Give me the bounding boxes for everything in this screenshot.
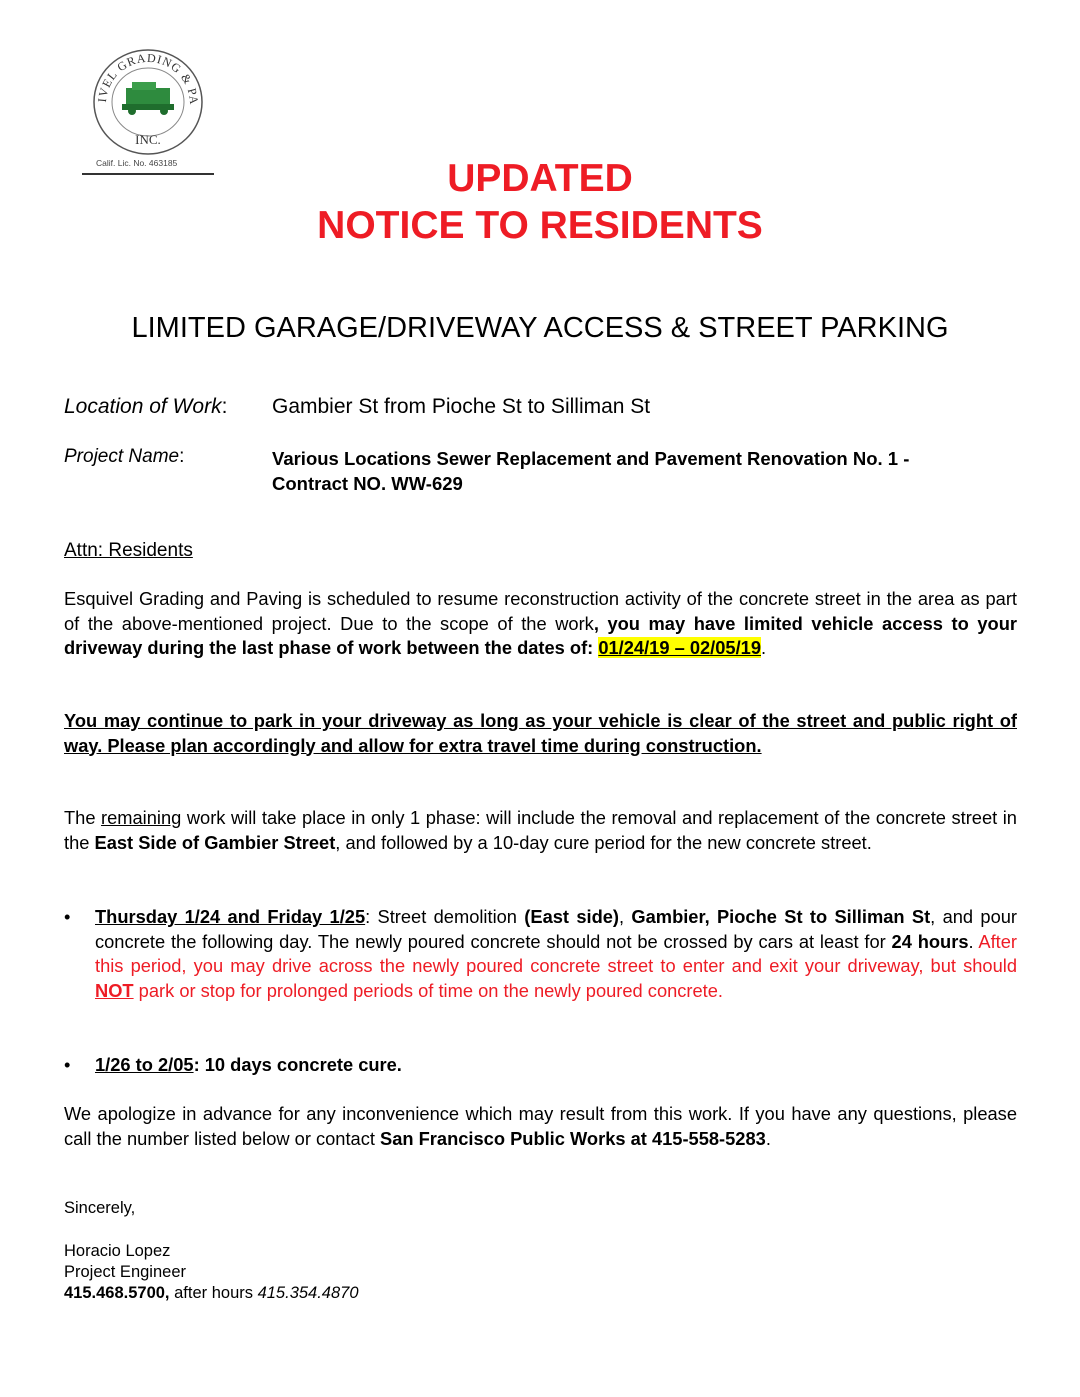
title-updated: UPDATED [447, 157, 633, 200]
location-label: Location of Work: [64, 395, 228, 418]
bullet-icon: • [64, 1054, 71, 1075]
svg-text:ESQUIVEL GRADING & PAVING: IVEL GRADING & PA [94, 50, 202, 105]
logo-seal-icon [82, 44, 214, 156]
attn-line: Attn: Residents [64, 540, 193, 561]
closing: Sincerely, [64, 1199, 136, 1217]
bullet-icon: • [64, 906, 71, 927]
phase-paragraph: The remaining work will take place in only 1 phase: will include the removal and replacement of the concrete street in the East Side of Gambier Street, and followed by a 10-day cure period for the new concrete street. [64, 807, 1017, 853]
project-label: Project Name: [64, 446, 185, 467]
parking-paragraph: You may continue to park in your driveway as long as your vehicle is clear of the street and public right of way. Please plan accordingly and allow for extra travel time during construction. [64, 710, 1017, 756]
list-item: • Thursday 1/24 and Friday 1/25: Street demolition (East side), Gambier, Pioche St to Silliman St, and pour concrete the following day. The newly poured concrete should not be crossed by cars at least for 24 hours. After this period, you may drive across the newly poured concrete street to enter and exit your driveway, but should NOT park or stop for prolonged periods of time on the newly poured concrete. [64, 906, 1018, 1001]
project-value: Various Locations Sewer Replacement and Pavement Renovation No. 1 - Contract NO. WW-629 [272, 448, 910, 494]
title-notice: NOTICE TO RESIDENTS [317, 204, 763, 247]
signer-phone: 415.468.5700, after hours 415.354.4870 [64, 1284, 359, 1302]
signer-title: Project Engineer [64, 1263, 186, 1281]
license-number: Calif. Lic. No. 463185 [96, 158, 178, 168]
intro-paragraph: Esquivel Grading and Paving is scheduled to resume reconstruction activity of the concrete street in the area as part of the above-mentioned project. Due to the scope of the work, you may have limited vehicle access to your driveway during the last phase of work between the dates of: 01/24/19 – 02/05/19. [64, 588, 1017, 658]
list-item: • 1/26 to 2/05: 10 days concrete cure. [64, 1053, 1017, 1078]
signer-name: Horacio Lopez [64, 1242, 171, 1260]
location-value: Gambier St from Pioche St to Silliman St [272, 395, 651, 418]
work-dates: 01/24/19 – 02/05/19 [598, 637, 761, 658]
svg-text:INC.: INC. [135, 132, 161, 147]
signature-block [64, 1241, 359, 1304]
subtitle: LIMITED GARAGE/DRIVEWAY ACCESS & STREET PARKING [131, 312, 949, 344]
apology-paragraph: We apologize in advance for any inconvenience which may result from this work. If you have any questions, please call the number listed below or contact San Francisco Public Works at 415-558-5283. [64, 1103, 1017, 1149]
